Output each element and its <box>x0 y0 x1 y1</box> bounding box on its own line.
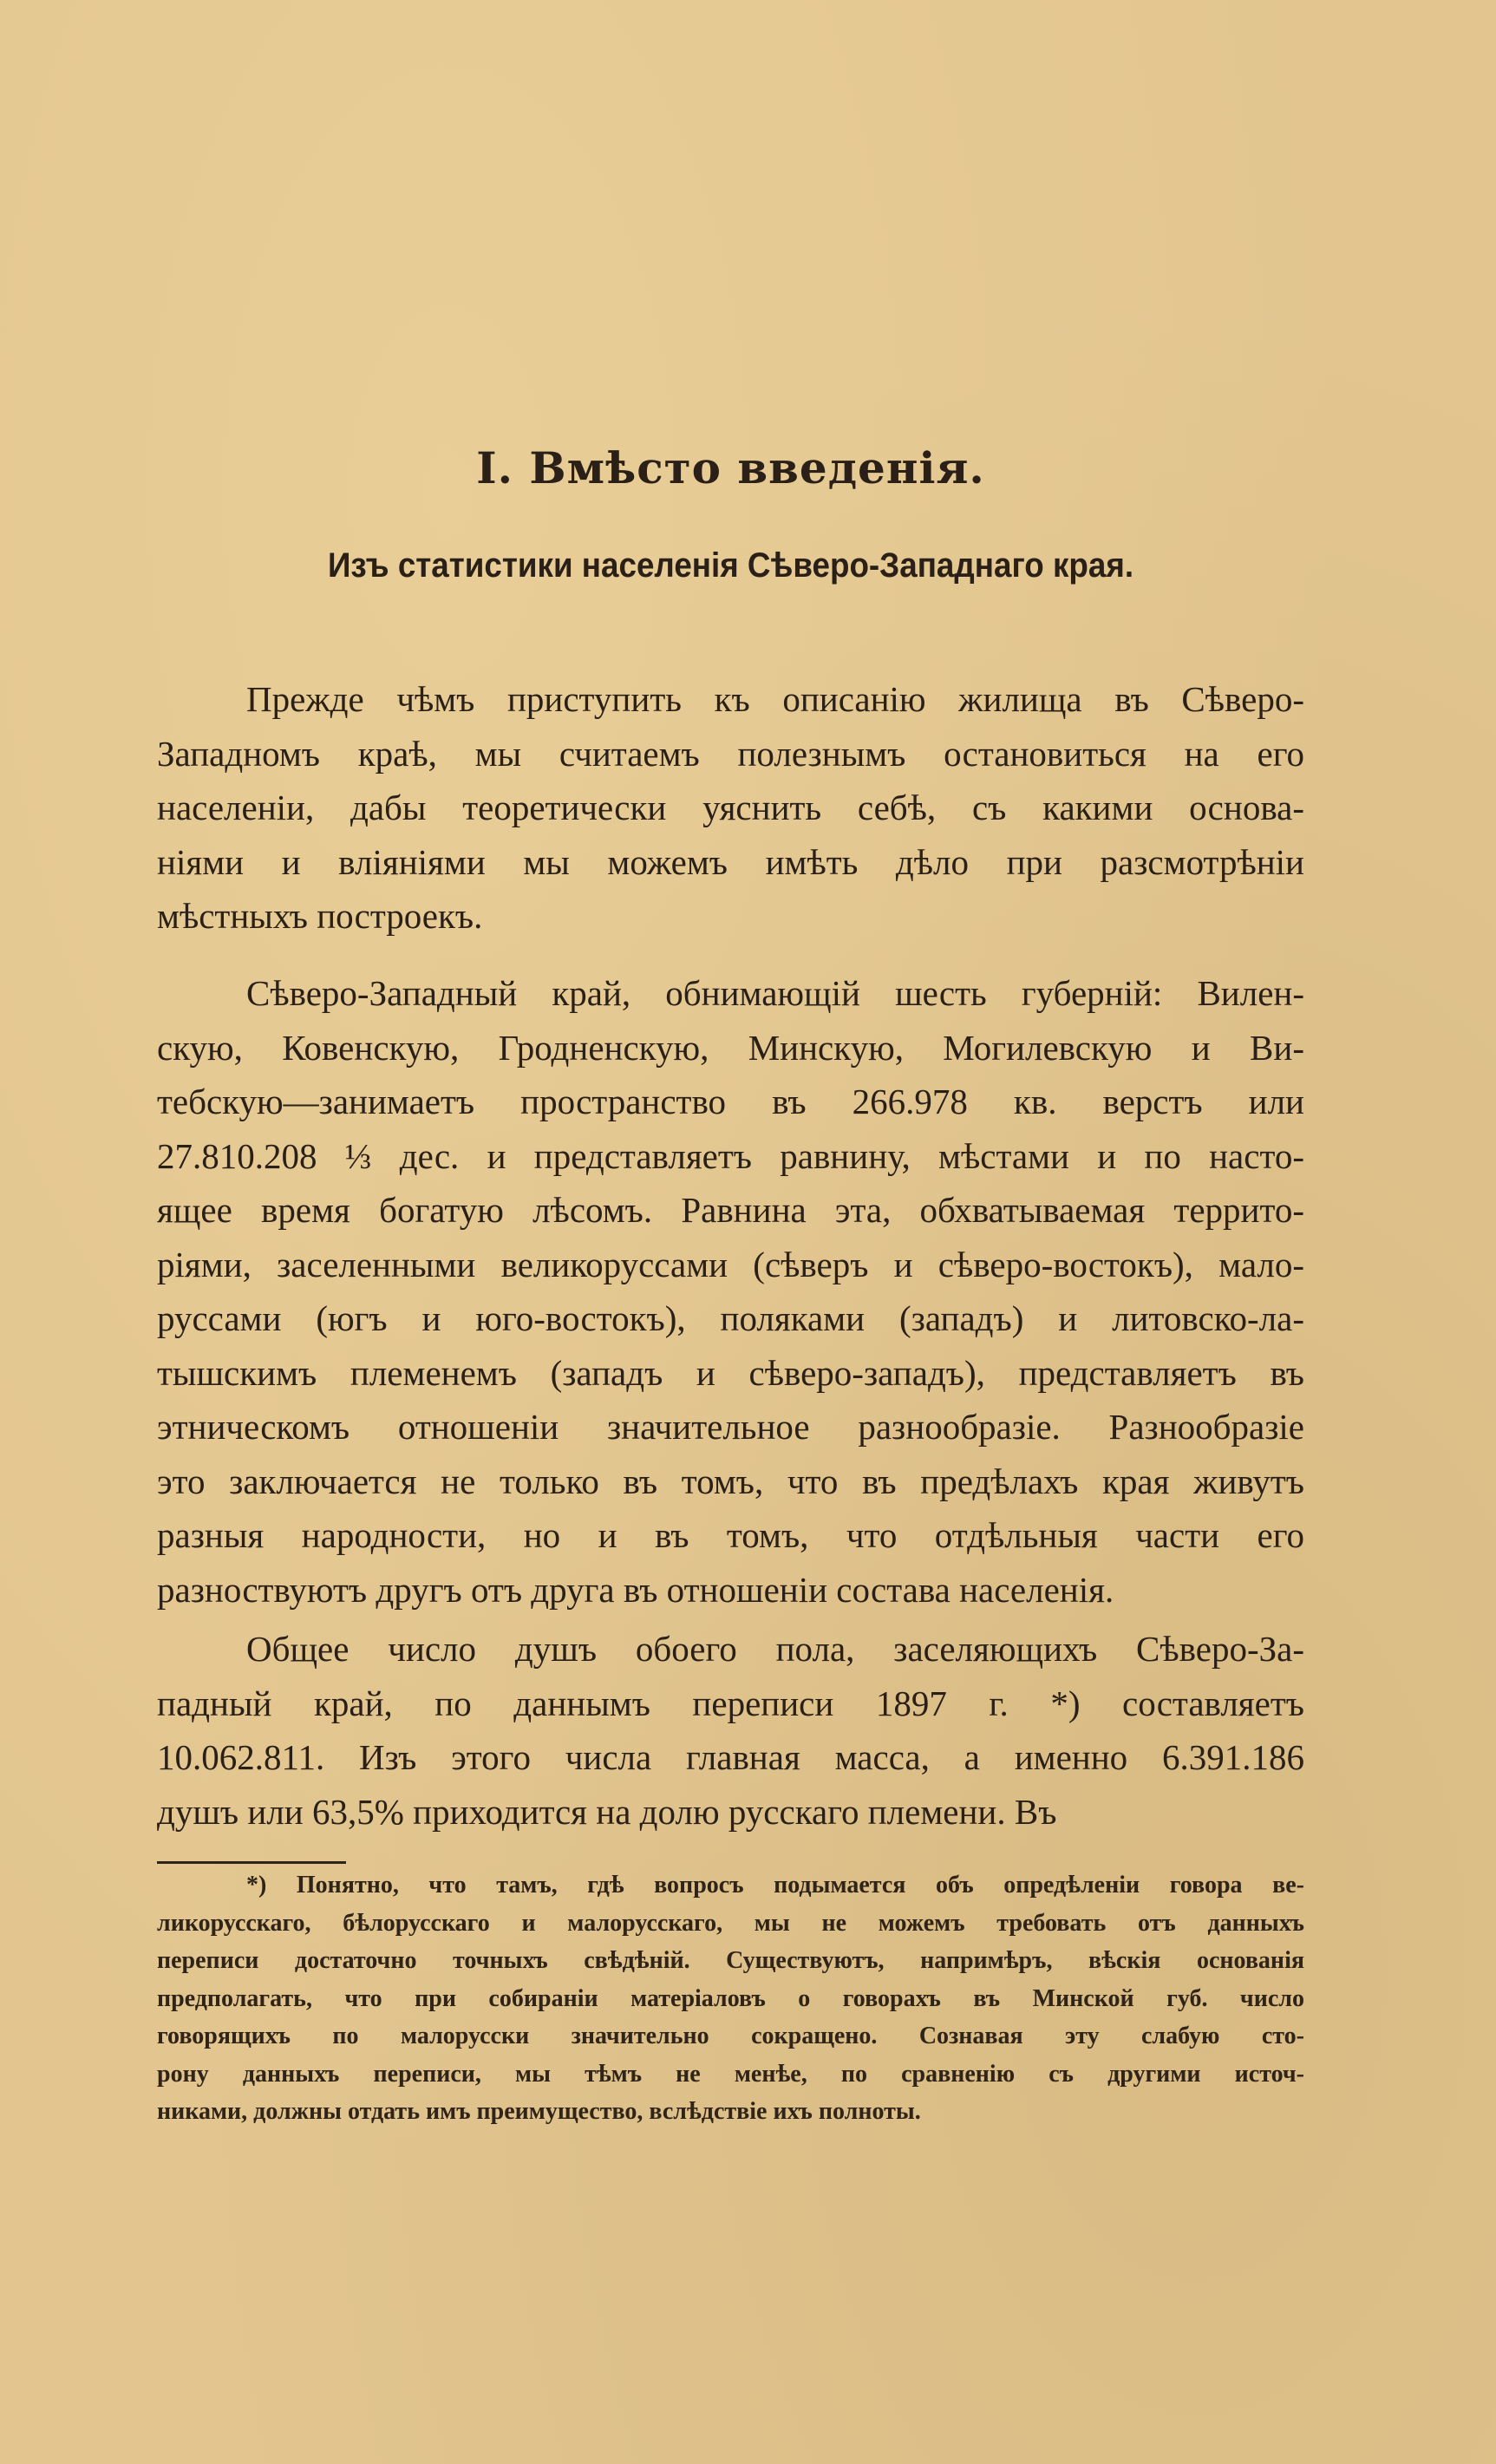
section-subtitle: Изъ статистики населенія Сѣверо-Западнаго края. <box>327 546 1134 585</box>
text-line: ніями и вліяніями мы можемъ имѣть дѣло при разсмотрѣніи <box>157 841 1304 882</box>
text-line: 10.062.811. Изъ этого числа главная масса, а именно 6.391.186 <box>157 1737 1304 1777</box>
footnote-divider <box>157 1861 346 1864</box>
footnote <box>157 1866 1304 2131</box>
text-line: *) Понятно, что тамъ, гдѣ вопросъ подымается объ опредѣленіи говора ве- <box>246 1872 1304 1899</box>
chapter-title: I. Вмѣсто введенія. <box>476 442 985 493</box>
text-line: падный край, по даннымъ переписи 1897 г. *) составляетъ <box>157 1683 1304 1723</box>
text-line: ликорусскаго, бѣлорусскаго и малорусскаго, мы не можемъ требовать отъ данныхъ <box>157 1909 1304 1937</box>
text-line: этническомъ отношеніи значительное разнообразіе. Разнообразіе <box>157 1407 1304 1447</box>
text-line: разноствуютъ другъ отъ друга въ отношеніи состава населенія. <box>157 1569 1114 1610</box>
text-line: переписи достаточно точныхъ свѣдѣній. Существуютъ, напримѣръ, вѣскія основанія <box>157 1947 1304 1974</box>
text-line: Общее число душъ обоего пола, заселяющихъ Сѣверо-За- <box>246 1629 1304 1669</box>
text-line: разныя народности, но и въ томъ, что отдѣльныя части его <box>157 1515 1304 1555</box>
paragraph-3 <box>157 1622 1304 1839</box>
text-line: тышскимъ племенемъ (западъ и сѣверо-западъ), представляетъ въ <box>157 1352 1304 1393</box>
text-line: населеніи, дабы теоретически уяснить себѣ, съ какими основа- <box>157 788 1304 827</box>
paragraph-1 <box>157 672 1304 944</box>
paragraph-2 <box>157 966 1304 1617</box>
text-line: рону данныхъ переписи, мы тѣмъ не менѣе, по сравненію съ другими источ- <box>157 2060 1304 2088</box>
text-line: скую, Ковенскую, Гродненскую, Минскую, Могилевскую и Ви- <box>157 1027 1304 1068</box>
text-line: мѣстныхъ построекъ. <box>157 896 483 936</box>
text-line: Сѣверо-Западный край, обнимающій шесть губерній: Вилен- <box>246 973 1304 1013</box>
text-line: предполагать, что при собираніи матеріаловъ о говорахъ въ Минской губ. число <box>157 1984 1304 2012</box>
text-line: ріями, заселенными великоруссами (сѣверъ и сѣверо-востокъ), мало- <box>157 1244 1304 1284</box>
text-line: никами, должны отдать имъ преимущество, вслѣдствіе ихъ полноты. <box>157 2098 921 2125</box>
text-line: душъ или 63,5% приходится на долю русскаго племени. Въ <box>157 1791 1057 1832</box>
text-line: это заключается не только въ томъ, что въ предѣлахъ края живутъ <box>157 1461 1304 1501</box>
text-line: тебскую—занимаетъ пространство въ 266.978 кв. верстъ или <box>157 1082 1304 1121</box>
text-line: говорящихъ по малорусски значительно сокращено. Сознавая эту слабую сто- <box>157 2023 1304 2049</box>
text-line: руссами (югъ и юго-востокъ), поляками (западъ) и литовско-ла- <box>157 1298 1304 1338</box>
text-line: Западномъ краѣ, мы считаемъ полезнымъ остановиться на его <box>157 733 1304 774</box>
text-line: 27.810.208 ⅓ дес. и представляетъ равнину, мѣстами и по насто- <box>157 1135 1304 1176</box>
text-line: ящее время богатую лѣсомъ. Равнина эта, обхватываемая террито- <box>157 1190 1304 1230</box>
text-line: Прежде чѣмъ приступить къ описанію жилища въ Сѣверо- <box>246 679 1304 719</box>
